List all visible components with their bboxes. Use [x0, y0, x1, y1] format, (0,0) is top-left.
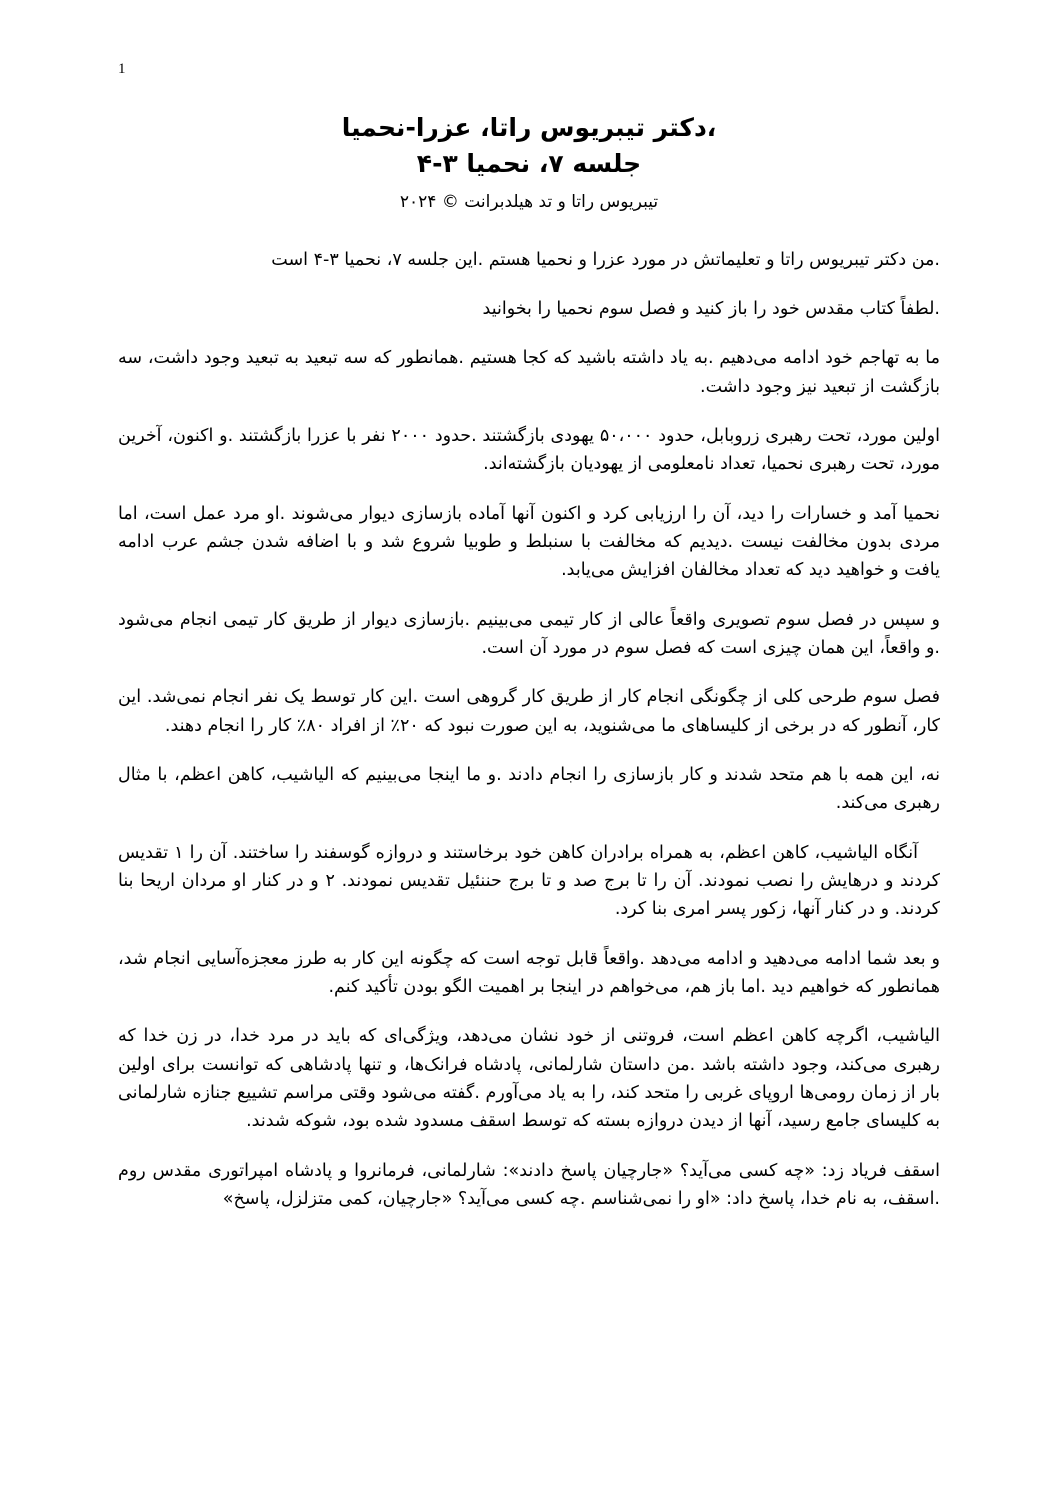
paragraph: نحمیا آمد و خسارات را دید، آن را ارزیابی کرد و اکنون آنها آماده بازسازی دیوار می‌شوند .او مرد عمل است، اما مردی بدون مخالفت نیست .دیدیم که مخالفت با سنبلط و طوبیا شروع شد و با اضافه شدن جشم عرب ادامه یافت و خواهید دید که تعداد مخالفان افزایش می‌یابد.	[118, 503, 940, 581]
copyright-line: تیبریوس راتا و تد هیلدبرانت © ۲۰۲۴	[399, 192, 659, 212]
page-title: ،دکتر تیبریوس راتا، عزرا-نحمیا	[341, 113, 717, 142]
paragraph: و سپس در فصل سوم تصویری واقعاً عالی از کار تیمی می‌بینیم .بازسازی دیوار از طریق کار تیمی انجام می‌شود .و واقعاً، این همان چیزی است که فصل سوم در مورد آن است.	[118, 609, 940, 658]
page-subtitle: جلسه ۷، نحمیا ۳-۴	[416, 148, 642, 178]
scripture-quote-paragraph: آنگاه الیاشیب، کاهن اعظم، به همراه برادران کاهن خود برخاستند و دروازه گوسفند را ساختند. آن را ۱ تقدیس کردند و درهایش را نصب نمودند. آن را تا برج صد و تا برج حننئیل تقدیس نمودند. ۲ و در کنار او مردان اریحا بنا کردند. و در کنار آنها، زکور پسر امری بنا کرد.	[118, 842, 940, 920]
paragraph: .لطفاً کتاب مقدس خود را باز کنید و فصل سوم نحمیا را بخوانید	[482, 298, 940, 319]
page-number: 1	[118, 61, 126, 77]
document-body	[118, 246, 940, 1214]
paragraph: .من دکتر تیبریوس راتا و تعلیماتش در مورد عزرا و نحمیا هستم .این جلسه ۷، نحمیا ۳-۴ است	[271, 249, 940, 270]
paragraph: فصل سوم طرحی کلی از چگونگی انجام کار از طریق کار گروهی است .این کار توسط یک نفر انجام نمی‌شد. این کار، آنطور که در برخی از کلیساهای ما می‌شنوید، به این صورت نبود که ۲۰٪ از افراد ۸۰٪ کار را انجام دهند.	[118, 687, 940, 736]
paragraph: و بعد شما ادامه می‌دهید و ادامه می‌دهد .واقعاً قابل توجه است که چگونه این کار به طرز معجزه‌آسایی انجام شد، همانطور که خواهیم دید .اما باز هم، می‌خواهم در اینجا بر اهمیت الگو بودن تأکید کنم.	[118, 948, 940, 998]
document-header	[118, 110, 940, 216]
paragraph: اسقف فریاد زد: «چه کسی می‌آید؟ «جارچیان پاسخ دادند»: شارلمانی، فرمانروا و پادشاه امپراتوری مقدس روم .اسقف، به نام خدا، پاسخ داد: «او را نمی‌شناسم .چه کسی می‌آید؟ «جارچیان، کمی متزلزل، پاسخ»	[118, 1160, 940, 1210]
paragraph: نه، این همه با هم متحد شدند و کار بازسازی را انجام دادند .و ما اینجا می‌بینیم که الیاشیب، کاهن اعظم، با مثال رهبری می‌کند.	[118, 764, 940, 814]
paragraph: ما به تهاجم خود ادامه می‌دهیم .به یاد داشته باشید که کجا هستیم .همانطور که سه تبعید به تبعید وجود داشت، سه بازگشت از تبعید نیز وجود داشت.	[118, 348, 940, 397]
paragraph: الیاشیب، اگرچه کاهن اعظم است، فروتنی از خود نشان می‌دهد، ویژگی‌ای که باید در مرد خدا، در زن خدا که رهبری می‌کند، وجود داشته باشد .من داستان شارلمانی، پادشاه فرانک‌ها، و تنها پادشاهی که توانست برای اولین بار از زمان رومی‌ها اروپای غربی را متحد کند، را به یاد می‌آورم .گفته می‌شود وقتی مراسم تشییع جنازه شارلمانی به کلیسای جامع رسید، آنها از دیدن دروازه بسته که توسط اسقف مسدود شده بود، شوکه شدند.	[118, 1026, 940, 1132]
paragraph: اولین مورد، تحت رهبری زروبابل، حدود ۵۰،۰۰۰ یهودی بازگشتند .حدود ۲۰۰۰ نفر با عزرا بازگشتند .و اکنون، آخرین مورد، تحت رهبری نحمیا، تعداد نامعلومی از یهودیان بازگشته‌اند.	[118, 425, 940, 475]
